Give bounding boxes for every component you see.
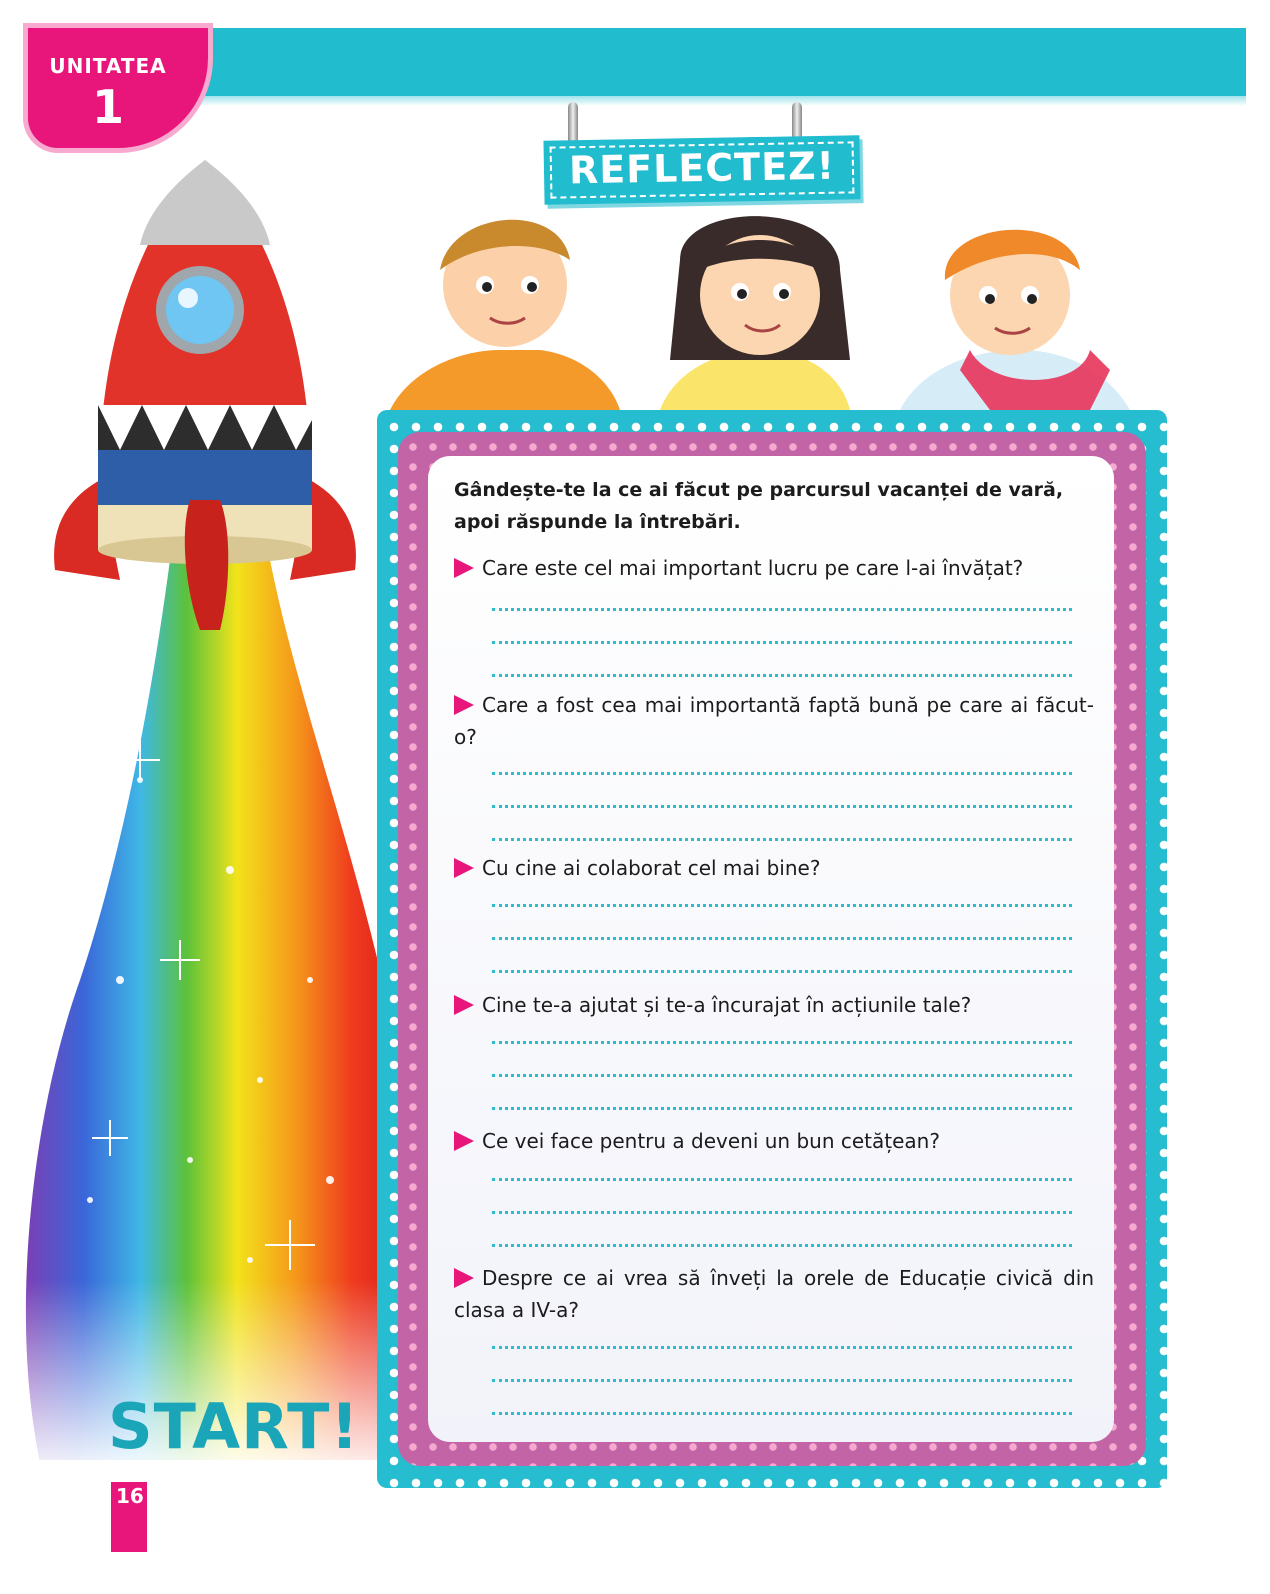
answer-line[interactable] (492, 1211, 1072, 1214)
start-label: START! (108, 1390, 360, 1463)
answer-line[interactable] (492, 1178, 1072, 1181)
question-1 (454, 552, 1094, 584)
answer-line[interactable] (492, 1041, 1072, 1044)
unit-badge (28, 28, 208, 148)
answer-line[interactable] (492, 674, 1072, 677)
page-number: 16 (116, 1484, 144, 1508)
answer-line[interactable] (492, 1074, 1072, 1077)
answer-line[interactable] (492, 805, 1072, 808)
header-band-shadow (150, 96, 1246, 106)
question-text: Care a fost cea mai importantă faptă bună pe care ai făcut-o? (454, 693, 1094, 749)
answer-line[interactable] (492, 608, 1072, 611)
answer-line[interactable] (492, 772, 1072, 775)
instructions-text: Gândește-te la ce ai făcut pe parcursul vacanței de vară, apoi răspunde la întrebări. (454, 479, 1064, 533)
arrow-bullet-icon (454, 858, 474, 878)
question-4 (454, 989, 1094, 1021)
question-text: Cu cine ai colaborat cel mai bine? (482, 856, 821, 880)
question-text: Ce vei face pentru a deveni un bun cetățean? (482, 1129, 940, 1153)
answer-line[interactable] (492, 1244, 1072, 1247)
answer-line[interactable] (492, 838, 1072, 841)
question-3 (454, 852, 1094, 884)
header-band (150, 28, 1246, 98)
answer-line[interactable] (492, 1346, 1072, 1349)
question-text: Cine te-a ajutat și te-a încurajat în acțiunile tale? (482, 993, 972, 1017)
unit-number: 1 (91, 80, 124, 134)
question-text: Despre ce ai vrea să înveți la orele de Educație civică din clasa a IV-a? (454, 1266, 1094, 1322)
arrow-bullet-icon (454, 558, 474, 578)
arrow-bullet-icon (454, 1268, 474, 1288)
answer-line[interactable] (492, 641, 1072, 644)
question-text: Care este cel mai important lucru pe care l-ai învățat? (482, 556, 1024, 580)
rocket-illustration (50, 150, 360, 640)
arrow-bullet-icon (454, 695, 474, 715)
answer-line[interactable] (492, 1379, 1072, 1382)
arrow-bullet-icon (454, 995, 474, 1015)
answer-line[interactable] (492, 904, 1072, 907)
answer-line[interactable] (492, 1107, 1072, 1110)
arrow-bullet-icon (454, 1131, 474, 1151)
answer-line[interactable] (492, 937, 1072, 940)
section-sign (543, 135, 860, 205)
question-2 (454, 689, 1094, 753)
answer-line[interactable] (492, 970, 1072, 973)
section-title: REFLECTEZ! (568, 143, 836, 193)
question-5 (454, 1125, 1094, 1157)
question-6 (454, 1262, 1094, 1326)
rainbow-trail-illustration (0, 560, 420, 1460)
answer-line[interactable] (492, 1412, 1072, 1415)
unit-label: UNITATEA (49, 54, 167, 78)
children-illustration (390, 200, 1150, 430)
